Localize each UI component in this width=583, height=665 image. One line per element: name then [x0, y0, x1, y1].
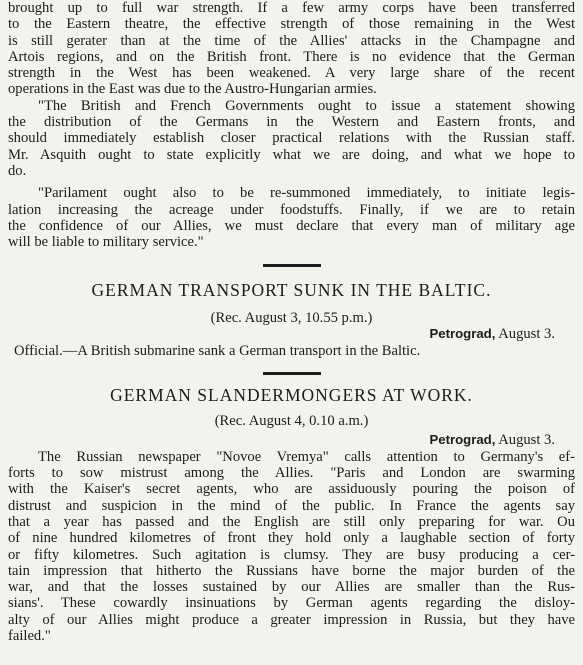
- text-line: that a year has passed and the English are still only preparing for war. Ou: [8, 513, 575, 530]
- text-line: forts to sow mistrust among the Allies. "Paris and London are swarming: [8, 465, 575, 482]
- text-line: sians'. These cowardly insinuations by German agents regarding the disloy-: [8, 595, 575, 612]
- text-line: failed.": [8, 628, 51, 645]
- section-divider: [263, 264, 321, 267]
- text-line: brought up to full war strength. If a few army corps have been transferred: [8, 0, 575, 16]
- article-headline: GERMAN SLANDERMONGERS AT WORK.: [110, 384, 473, 405]
- article-headline: GERMAN TRANSPORT SUNK IN THE BALTIC.: [91, 280, 492, 301]
- dateline-date: August 3.: [495, 326, 555, 343]
- text-line: to the Eastern theatre, the effective strength of those remaining in the West: [8, 16, 575, 33]
- text-line: or fifty kilometres. Such agitation is clumsy. They are busy producing a cer-: [8, 546, 575, 563]
- text-line: tain impression that hitherto the Russians have borne the major burden of the: [8, 562, 575, 579]
- text-line: strength in the West has been weakened. A very large share of the recent: [8, 65, 575, 82]
- dateline: [8, 432, 575, 449]
- text-line: with the Kaiser's secret agents, who are assiduously pouring the poison of: [8, 481, 575, 498]
- governments-paragraph: [8, 98, 575, 179]
- received-time: (Rec. August 3, 10.55 p.m.): [210, 310, 373, 327]
- text-line: alty of our Allies might produce a greater impression in Russia, but they have: [8, 611, 575, 628]
- text-line: Mr. Asquith ought to state explicitly what we are doing, and what we hope to: [8, 146, 575, 163]
- text-line: distrust and suspicion in the mind of the public. In France the agents say: [8, 497, 575, 514]
- parliament-paragraph: [8, 185, 575, 250]
- received-time: (Rec. August 4, 0.10 a.m.): [214, 412, 369, 429]
- text-line: "Parilament ought also to be re-summoned immediately, to initiate legis-: [38, 185, 575, 202]
- section-divider: [263, 372, 321, 375]
- text-line: should immediately establish closer practical relations with the Russian staff.: [8, 130, 575, 147]
- text-line: of nine hundred kilometres of front they hold only a laughable section of forty: [8, 530, 575, 547]
- text-line: the confidence of our Allies, we must declare that every man of military age: [8, 217, 575, 234]
- text-line: Artois regions, and on the British front. There is no evidence that the German: [8, 48, 575, 65]
- text-line: the distribution of the Germans in the Western and Eastern fronts, and: [8, 114, 575, 131]
- text-line: lation increasing the acreage under foodstuffs. Finally, if we are to retain: [8, 201, 575, 218]
- text-line: is still gerater than at the time of the Allies' attacks in the Champagne and: [8, 32, 575, 49]
- dateline: [8, 326, 575, 343]
- text-line: do.: [8, 162, 27, 179]
- text-line: will be liable to military service.": [8, 234, 204, 251]
- dateline-city: Petrograd,: [429, 326, 496, 342]
- article-body: [8, 449, 575, 645]
- text-line: The Russian newspaper "Novoe Vremya" calls attention to Germany's ef-: [38, 448, 575, 465]
- dateline-date: August 3.: [495, 431, 555, 448]
- text-line: operations in the East was due to the Austro-Hungarian armies.: [8, 81, 377, 98]
- text-line: "The British and French Governments ought to issue a statement showing: [38, 97, 575, 114]
- intro-paragraph: [8, 0, 575, 98]
- article-body: Official.—A British submarine sank a German transport in the Baltic.: [14, 343, 421, 360]
- text-line: war, and that the losses sustained by our Allies are smaller than the Rus-: [8, 579, 575, 596]
- dateline-city: Petrograd,: [429, 431, 496, 447]
